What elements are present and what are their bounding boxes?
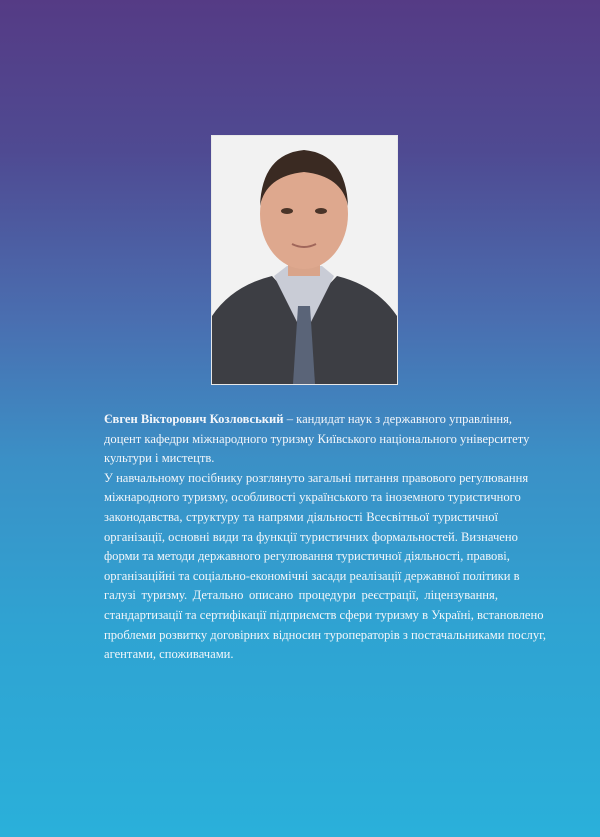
author-name: Євген Вікторович Козловський bbox=[104, 412, 284, 426]
abstract-line: галузі туризму. Детально описано процедури реєстрації, ліцензування, bbox=[104, 588, 498, 603]
abstract-line: стандартизації та сертифікації підприємств сфери туризму в Україні, встановлено bbox=[104, 607, 544, 622]
abstract-line: форми та методи державного регулювання туристичної діяльності, правові, bbox=[104, 549, 510, 564]
abstract-line: законодавства, структуру та напрями діяльності Всесвітньої туристичної bbox=[104, 509, 498, 524]
author-portrait-image bbox=[212, 136, 397, 384]
author-photo bbox=[211, 135, 398, 385]
cover-text bbox=[104, 410, 547, 665]
abstract-line: проблеми розвитку договірних відносин туроператорів з постачальниками послуг, bbox=[104, 627, 547, 642]
bio-line: культури і мистецтв. bbox=[104, 451, 215, 466]
abstract-line: міжнародного туризму, особливості українського та іноземного туристичного bbox=[104, 490, 521, 505]
abstract-line: організації, основні види та функції туристичних формальностей. Визначено bbox=[104, 529, 518, 544]
bio-line: Євген Вікторович Козловський – кандидат наук з державного управління, bbox=[104, 412, 513, 426]
abstract-line: У навчальному посібнику розглянуто загальні питання правового регулювання bbox=[104, 470, 529, 485]
bio-line: доцент кафедри міжнародного туризму Київського національного університету bbox=[104, 431, 530, 446]
abstract-line: агентами, споживачами. bbox=[104, 647, 234, 662]
abstract-line: організаційні та соціально-економічні засади реалізації державної політики в bbox=[104, 568, 520, 583]
